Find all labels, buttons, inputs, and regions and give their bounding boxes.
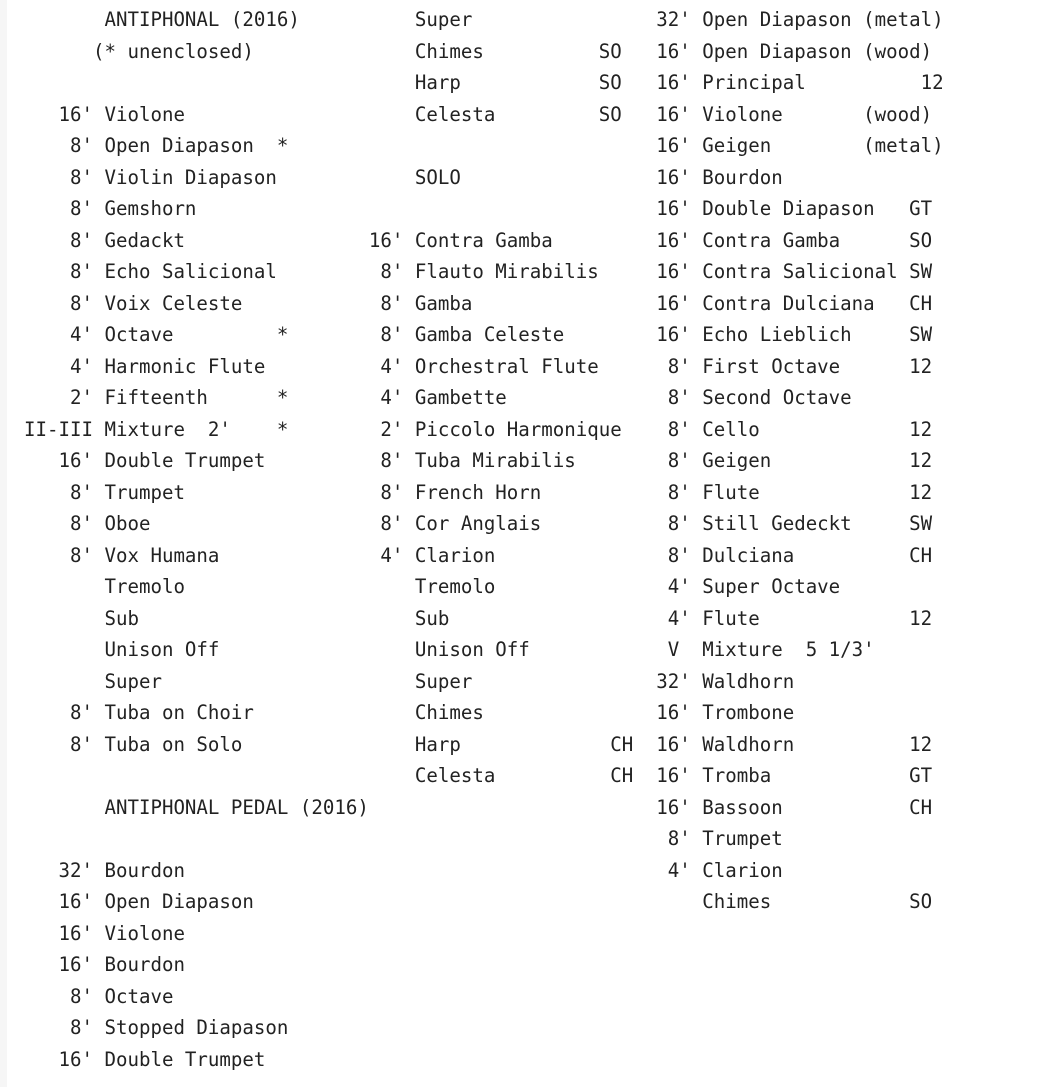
- stoplist-line: 4' Harmonic Flute 4' Orchestral Flute 8' First Octave 12: [24, 354, 933, 378]
- stoplist-line: 16' Double Trumpet 8' Tuba Mirabilis 8' Geigen 12: [24, 449, 933, 472]
- left-margin-strip: [0, 0, 7, 1087]
- stoplist-line: 16' Double Trumpet: [24, 1047, 266, 1071]
- stoplist-line: 8' Tuba on Choir Chimes 16' Trombone: [24, 701, 795, 724]
- stoplist-line: 16' Violone: [24, 921, 185, 945]
- stoplist-line: 32' Bourdon 4' Clarion: [24, 858, 783, 882]
- stoplist-line: 8' Oboe 8' Cor Anglais 8' Still Gedeckt SW: [24, 512, 933, 535]
- stoplist-line: ANTIPHONAL PEDAL (2016) 16' Bassoon CH: [24, 795, 933, 819]
- stoplist-line: 8' Trumpet 8' French Horn 8' Flute 12: [24, 480, 933, 504]
- stoplist-line: 8' Open Diapason * 16' Geigen (metal): [24, 134, 944, 157]
- stoplist-line: Unison Off Unison Off V Mixture 5 1/3': [24, 638, 875, 661]
- stoplist-line: 16' Bourdon: [24, 953, 185, 976]
- stoplist-line: (* unenclosed) Chimes SO 16' Open Diapason (wood): [24, 39, 933, 63]
- stoplist-line: Super Super 32' Waldhorn: [24, 669, 795, 693]
- stoplist-line: 8' Vox Humana 4' Clarion 8' Dulciana CH: [24, 543, 933, 567]
- stoplist-line: 4' Octave * 8' Gamba Celeste 16' Echo Lieblich SW: [24, 323, 933, 346]
- stoplist-line: Celesta CH 16' Tromba GT: [24, 764, 933, 787]
- stoplist-line: 16' Violone Celesta SO 16' Violone (wood): [24, 102, 933, 126]
- organ-stoplist-text: [24, 4, 944, 1075]
- stoplist-line: 2' Fifteenth * 4' Gambette 8' Second Octave: [24, 386, 852, 409]
- stoplist-line: 8' Tuba on Solo Harp CH 16' Waldhorn 12: [24, 732, 933, 756]
- stoplist-line: 8' Octave: [24, 984, 174, 1008]
- stoplist-line: 8' Gemshorn 16' Double Diapason GT: [24, 197, 933, 220]
- stoplist-line: 16' Open Diapason Chimes SO: [24, 890, 933, 913]
- stoplist-line: Tremolo Tremolo 4' Super Octave: [24, 575, 841, 598]
- stoplist-line: Sub Sub 4' Flute 12: [24, 606, 933, 630]
- stoplist-line: II-III Mixture 2' * 2' Piccolo Harmonique 8' Cello 12: [24, 417, 933, 441]
- stoplist-line: Harp SO 16' Principal 12: [24, 71, 944, 94]
- stoplist-line: 8' Echo Salicional 8' Flauto Mirabilis 16' Contra Salicional SW: [24, 260, 933, 283]
- stoplist-line: ANTIPHONAL (2016) Super 32' Open Diapason (metal): [24, 8, 944, 31]
- stoplist-line: 8' Voix Celeste 8' Gamba 16' Contra Dulciana CH: [24, 291, 933, 315]
- stoplist-line: 8' Stopped Diapason: [24, 1016, 289, 1039]
- stoplist-line: 8' Trumpet: [24, 827, 783, 850]
- stoplist-line: 8' Gedackt 16' Contra Gamba 16' Contra Gamba SO: [24, 228, 933, 252]
- stoplist-line: 8' Violin Diapason SOLO 16' Bourdon: [24, 165, 783, 189]
